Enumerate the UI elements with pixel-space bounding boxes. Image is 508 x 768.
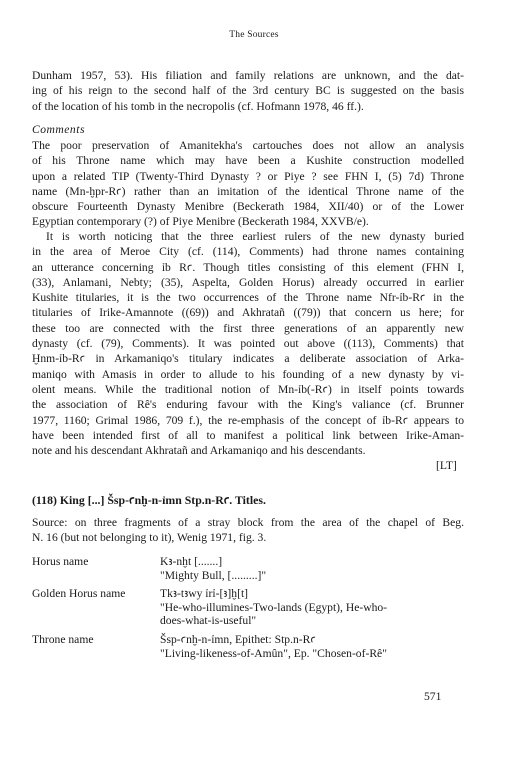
title-translation: does-what-is-useful" — [160, 614, 257, 628]
text-line: (33), Anlamani, Nebty; (35), Aspelta, Golden Horus) already occurred in earlier — [32, 275, 464, 289]
text-line: dynasty (cf. (79), Comments). It was pointed out above ((113), Comments) that — [32, 337, 464, 351]
title-row — [32, 555, 464, 582]
title-transliteration: Šsp-ꜥnḫ-n-ỉmn, Epithet: Stp.n-Rꜥ — [160, 632, 316, 646]
title-row — [32, 587, 464, 628]
title-translation: "Living-likeness-of-Amûn", Ep. "Chosen-of-Rê" — [160, 646, 387, 660]
text-line: the association of Rê's enduring favour with the King's valiance (cf. Brunner — [32, 398, 464, 412]
title-label: Golden Horus name — [32, 587, 126, 601]
text-line: olent means. While the traditional notion of Mn-ỉb(-Rꜥ) in itself points towards — [32, 382, 464, 396]
title-body — [160, 555, 464, 582]
text-line: these too are connected with the first three generations of an apparently new — [32, 321, 464, 335]
title-translation: "He-who-illumines-Two-lands (Egypt), He-who- — [160, 600, 388, 614]
paragraph-intro — [32, 68, 464, 114]
text-line: Egyptian contemporary (?) of Piye Menibre (Beckerath 1984, XXVB/e). — [32, 215, 369, 229]
running-head: The Sources — [229, 30, 279, 40]
text-line: have been intended first of all to manifest a political link between Irike-Aman- — [32, 428, 464, 442]
title-body — [160, 633, 464, 660]
paragraph-comments-2 — [32, 229, 464, 458]
entry-heading: (118) King [...] Šsp-ꜥnḫ-n-ỉmn Stp.n-Rꜥ. Titles. — [32, 493, 266, 507]
text-line: Dunham 1957, 53). His filiation and family relations are unknown, and the dat- — [32, 69, 464, 82]
text-line: maniqo with Amasis in order to allude to his founding of a new dynasty by vi- — [32, 367, 464, 381]
text-line: Source: on three fragments of a stray block from the area of the chapel of Beg. — [32, 516, 464, 529]
title-label: Horus name — [32, 555, 89, 568]
comments-heading: Comments — [32, 123, 85, 136]
text-line: Ḫnm-ỉb-Rꜥ in Arkamaniqo's titulary indicates a deliberate association of Arka- — [32, 352, 464, 366]
text-line: It is worth noticing that the three earliest rulers of the new dynasty buried — [46, 230, 464, 243]
title-label: Throne name — [32, 632, 94, 646]
page-number: 571 — [424, 690, 442, 703]
text-line: 1977, 1160; Grimal 1986, 709 f.), the re-emphasis of the concept of ỉb-Rꜥ appears to — [32, 413, 464, 427]
text-line: name (Mn-ḫpr-Rꜥ) rather than an imitation of the identical Throne name of the — [32, 184, 464, 198]
title-transliteration: Tkꜣ-tꜣwy ỉrỉ-[ꜣ]ḫ[t] — [160, 587, 249, 601]
text-line: obscure Fourteenth Dynasty Menibre (Beckerath 1984, XII/40) or of the Lower — [32, 200, 464, 214]
text-line: of the location of his tomb in the necropolis (cf. Hofmann 1978, 46 ff.). — [32, 99, 364, 113]
title-body — [160, 587, 464, 628]
text-line: an utterance concerning ỉb Rꜥ. Though titles consisting of this element (FHN I, — [32, 260, 464, 274]
paragraph-comments-1 — [32, 138, 464, 230]
titles-table — [32, 555, 464, 665]
title-transliteration: Kꜣ-nḫt [.......] — [160, 555, 223, 568]
text-line: titularies of Irike-Amannote ((69)) and Akhratañ ((79)) that concern us here; for — [32, 306, 464, 320]
title-row — [32, 633, 464, 660]
text-line: The poor preservation of Amanitekha's cartouches does not allow an analysis — [32, 139, 464, 152]
text-line: Kushite titularies, it is the two occurrences of the Throne name Nfr-ỉb-Rꜥ in the — [32, 291, 464, 305]
text-line: ing of his reign to the second half of the 3rd century BC is suggested on the basis — [32, 84, 464, 98]
text-line: note and his descendant Akhratañ and Arkamaniqo and his descendants. — [32, 444, 366, 458]
author-signature: [LT] — [436, 459, 457, 472]
text-line: of his Throne name which may have been a Kushite construction modelled — [32, 154, 464, 168]
text-line: N. 16 (but not belonging to it), Wenig 1971, fig. 3. — [32, 531, 267, 545]
text-line: in the area of Meroe City (cf. (114), Comments) had throne names containing — [32, 245, 464, 259]
title-translation: "Mighty Bull, [.........]" — [160, 568, 267, 582]
source-note — [32, 515, 464, 546]
text-line: upon a related TIP (Twenty-Third Dynasty ? or Piye ? see FHN I, (5) 7d) Throne — [32, 169, 464, 183]
